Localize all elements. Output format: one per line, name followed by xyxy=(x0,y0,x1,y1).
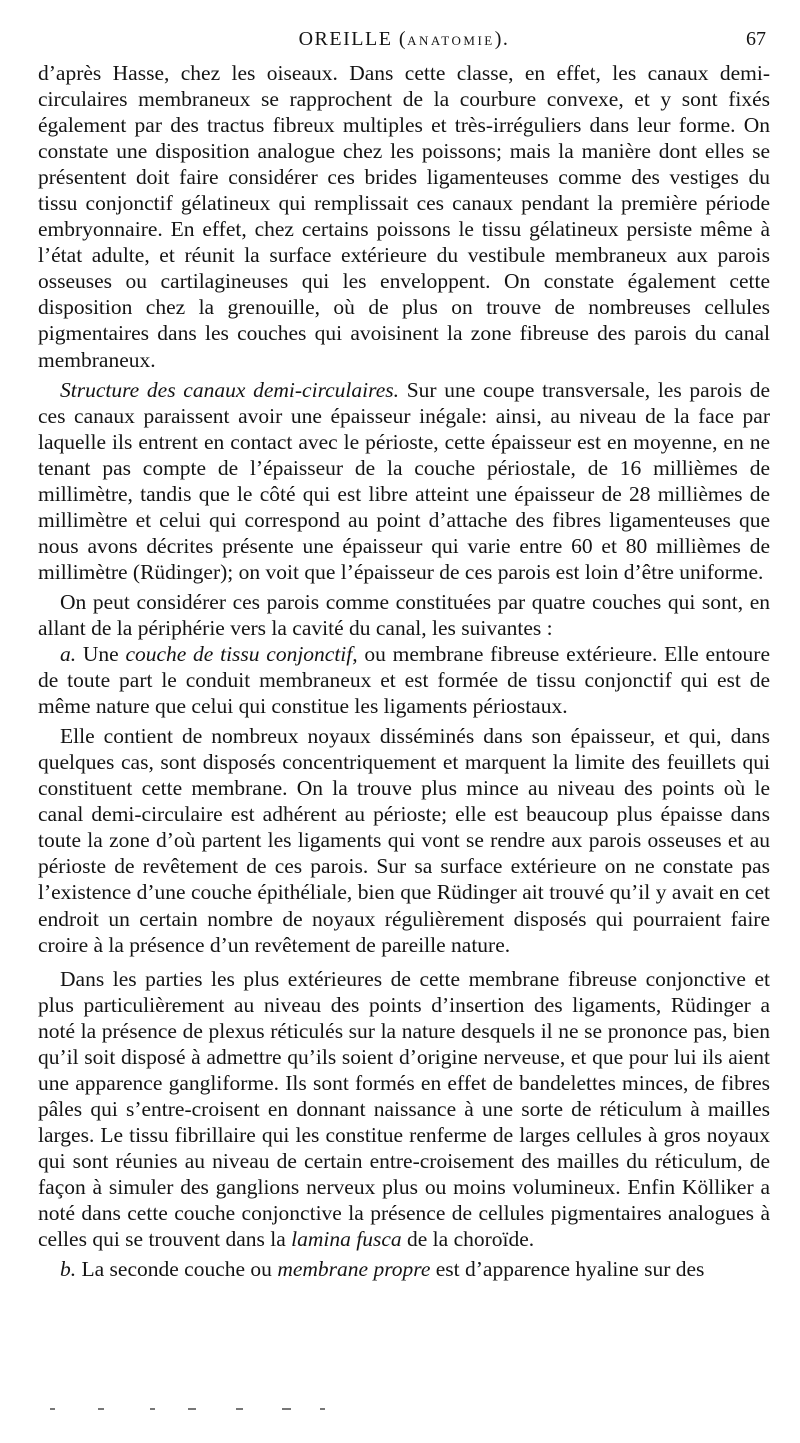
text-run: Elle contient de nombreux noyaux disséminés dans son épaisseur, et qui, dans quelques cas, sont disposés concentriquement et marquent la limite des feuillets qui constituent cette membrane. On la trouve plus mince au niveau des points où le canal demi-circulaire est adhérent au périoste; elle est beaucoup plus épaisse dans toute la zone d’où partent les ligaments qui vont se rendre aux parois osseuses et au périoste de revêtement de ces parois. Sur sa surface extérieure on ne constate pas l’existence d’une couche épithéliale, bien que Rüdinger ait trouvé qu’il y avait en cet endroit un certain nombre de noyaux régulièrement disposés qui pourraient faire croire à la présence d’un revêtement de pareille nature. xyxy=(38,724,770,957)
paragraph xyxy=(38,589,770,641)
paragraph xyxy=(38,60,770,373)
paragraph xyxy=(38,641,770,719)
italic-text: membrane propre xyxy=(277,1257,431,1282)
paragraph xyxy=(38,1256,770,1282)
text-run: Une xyxy=(76,642,126,667)
text-run: d’après Hasse, chez les oiseaux. Dans cette classe, en effet, les canaux demi-circulaires membraneux se rapprochent de la courbure convexe, et y sont fixés également par des tractus fibreux multiples et très-irréguliers dans leur forme. On constate une disposition analogue chez les poissons; mais la manière dont elles se présentent doit faire considérer ces brides ligamenteuses comme des vestiges du tissu conjonctif gélatineux qui remplissait ces canaux pendant la première période embryonnaire. En effet, chez certains poissons le tissu gélatineux persiste même à l’état adulte, et réunit la surface extérieure du vestibule membraneux aux parois osseuses ou cartilagineuses qui les enveloppent. On constate également cette disposition chez la grenouille, où de plus on trouve de nombreuses cellules pigmentaires dans les couches qui avoisinent la zone fibreuse des parois du canal membraneux. xyxy=(38,61,770,372)
text-run: On peut considérer ces parois comme constituées par quatre couches qui sont, en allant de la périphérie vers la cavité du canal, les suivantes : xyxy=(38,589,770,640)
italic-text: a. xyxy=(60,642,77,667)
italic-text: b. xyxy=(60,1257,77,1282)
italic-text: Structure des canaux demi-circulaires. xyxy=(60,377,399,402)
paragraph xyxy=(38,723,770,957)
running-title xyxy=(38,28,770,51)
text-run: ou membrane fibreuse extérieure. Elle entoure de toute part le conduit membraneux et est formée de tissu conjonctif qui est de même nature que celui qui constitue les ligaments périostaux. xyxy=(38,642,770,719)
text-run: La seconde couche ou xyxy=(76,1257,278,1282)
text-run: est d’apparence hyaline sur des xyxy=(430,1257,705,1282)
body-text xyxy=(38,60,770,1282)
text-run: Sur une coupe transversale, les parois de ces canaux paraissent avoir une épaisseur inégale: ainsi, au niveau de la face par laquelle ils entrent en contact avec le périoste, cette épaisseur est en moyenne, en ne tenant pas compte de l’épaisseur de la couche périostale, de 16 millièmes de millimètre, tandis que le côté qui est libre atteint une épaisseur de 28 millièmes de millimètre et celui qui correspond au point d’attache des fibres ligamenteuses que nous avons décrites présente une épaisseur qui varie entre 60 et 80 millièmes de millimètre (Rüdinger); on voit que l’épaisseur de ces parois est loin d’être uniforme. xyxy=(38,377,770,584)
running-title-end: ). xyxy=(494,28,510,50)
paragraph xyxy=(38,377,770,585)
text-run: Dans les parties les plus extérieures de cette membrane fibreuse conjonctive et plus particulièrement au niveau des points d’insertion des ligaments, Rüdinger a noté la présence de plexus réticulés sur la nature desquels il ne se prononce pas, bien qu’il soit disposé à admettre qu’ils soient d’origine nerveuse, et que pour lui ils aient une apparence gangliforme. Ils sont formés en effet de bandelettes minces, de fibres pâles qui s’entre-croisent en donnant naissance à une sorte de réticulum à mailles larges. Le tissu fibrillaire qui les constitue renferme de larges cellules à gros noyaux qui sont réunies au niveau de certain entre-croisement des mailles du réticulum, de façon à simuler des ganglions nerveux plus ou moins volumineux. Enfin Kölliker a noté dans cette couche conjonctive la présence de cellules pigmentaires analogues à celles qui se trouvent dans la xyxy=(38,966,770,1252)
page-header xyxy=(38,28,770,58)
text-run: de la choroïde. xyxy=(401,1227,535,1252)
page-number: 67 xyxy=(746,28,766,50)
running-title-main: OREILLE ( xyxy=(298,28,408,50)
running-title-subject: ANATOMIE xyxy=(407,33,495,48)
footer-print-marks xyxy=(50,1408,350,1414)
italic-text: lamina fusca xyxy=(291,1227,402,1252)
italic-text: couche de tissu conjonctif, xyxy=(125,642,358,667)
paragraph xyxy=(38,966,770,1253)
